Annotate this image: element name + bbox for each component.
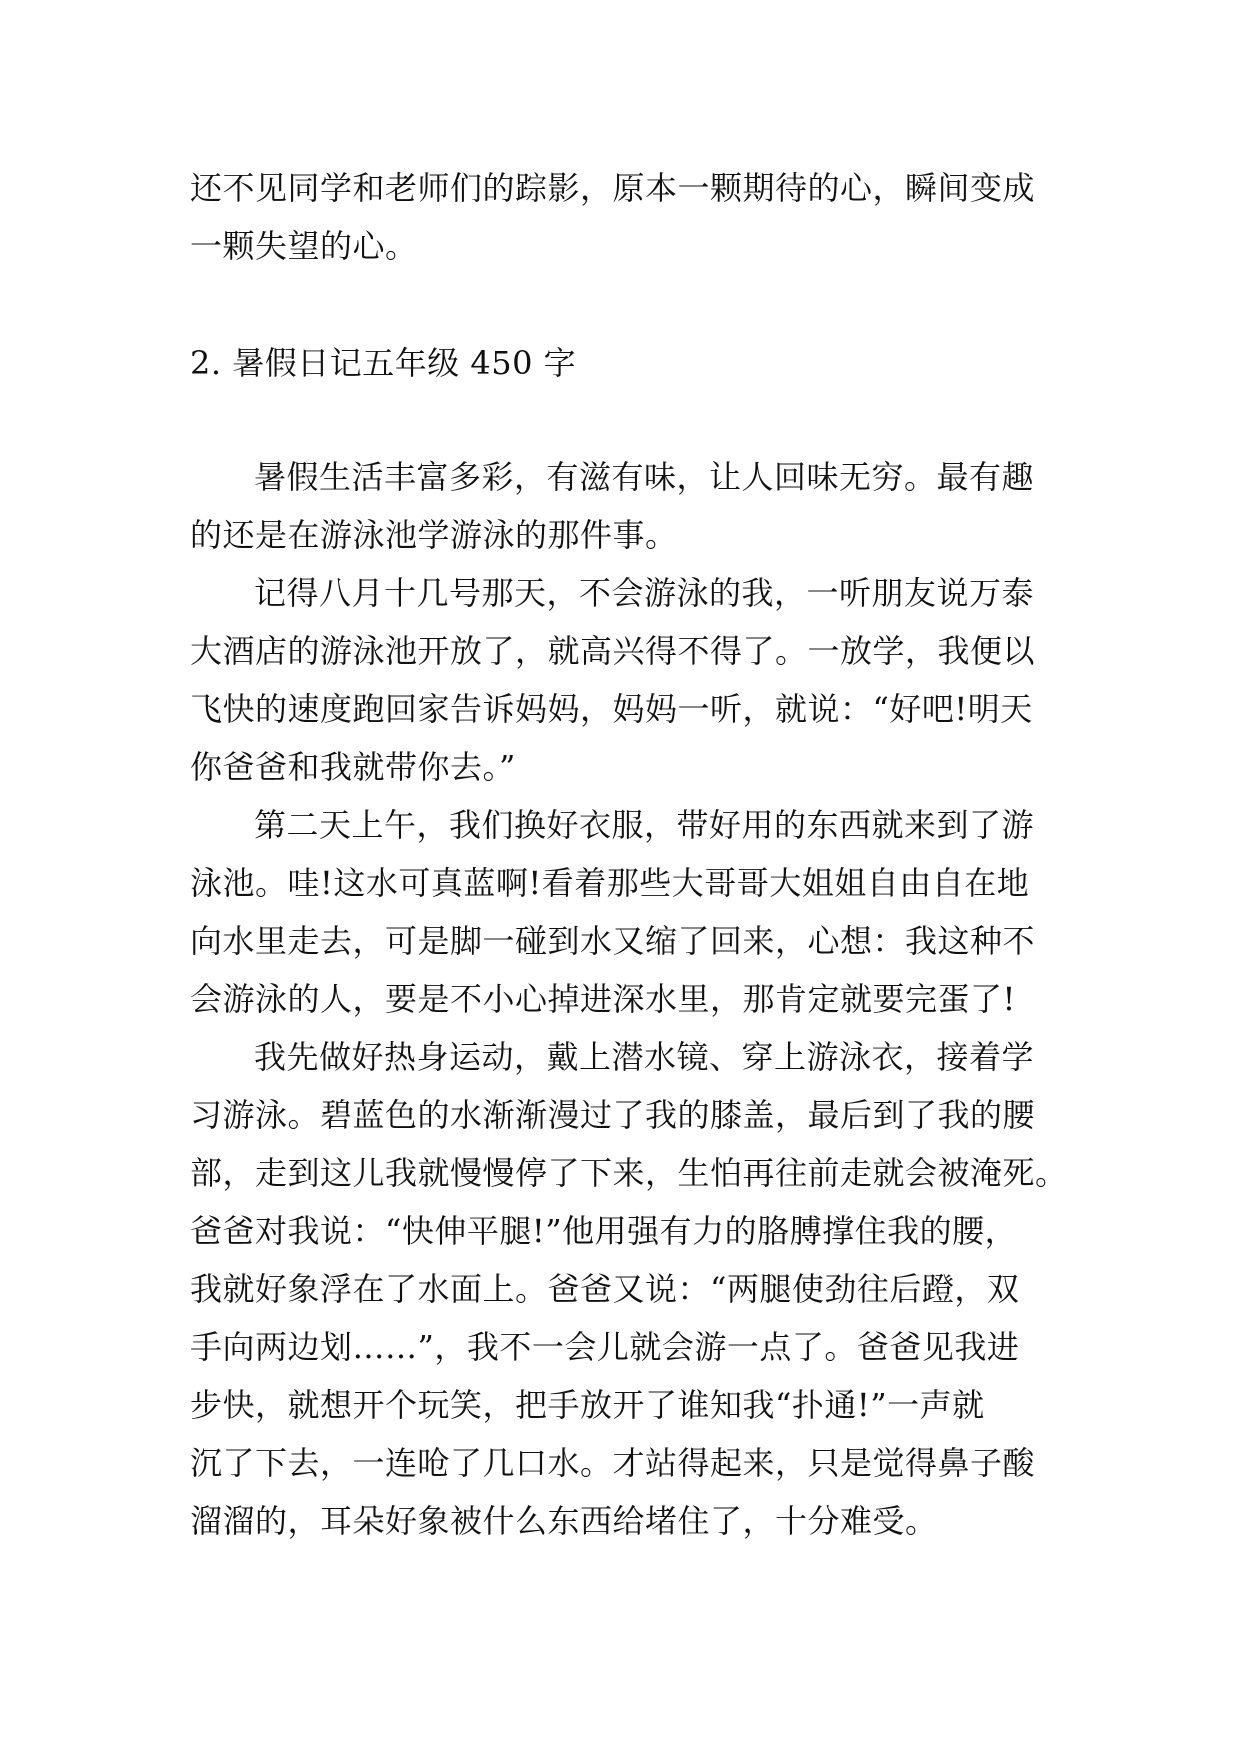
text-line: 步快，就想开个玩笑，把手放开了谁知我“扑通!”一声就 xyxy=(190,1386,985,1424)
text-line: 习游泳。碧蓝色的水渐渐漫过了我的膝盖，最后到了我的腰 xyxy=(190,1096,1036,1134)
text-line: 大酒店的游泳池开放了，就高兴得不得了。一放学，我便以 xyxy=(190,632,1036,670)
text-line: 手向两边划……”，我不一会儿就会游一点了。爸爸见我进 xyxy=(190,1328,1020,1366)
text-line: 爸爸对我说：“快伸平腿!”他用强有力的胳膊撑住我的腰， xyxy=(190,1212,1018,1250)
text-line: 我就好象浮在了水面上。爸爸又说：“两腿使劲往后蹬，双 xyxy=(190,1270,1020,1308)
section-heading xyxy=(190,334,1060,392)
text-line: 部，走到这儿我就慢慢停了下来，生怕再往前走就会被淹死。 xyxy=(190,1154,1068,1192)
text-line: 向水里走去，可是脚一碰到水又缩了回来，心想：我这种不 xyxy=(190,922,1036,960)
text-line: 一颗失望的心。 xyxy=(190,227,418,265)
text-line: 会游泳的人，要是不小心掉进深水里，那肯定就要完蛋了! xyxy=(190,980,1016,1018)
text-line: 第二天上午，我们换好衣服，带好用的东西就来到了游 xyxy=(254,806,1035,844)
diary-body xyxy=(190,448,1068,1550)
text-line: 泳池。哇!这水可真蓝啊!看着那些大哥哥大姐姐自由自在地 xyxy=(190,864,1030,902)
text-line: 溜溜的，耳朵好象被什么东西给堵住了，十分难受。 xyxy=(190,1502,938,1540)
text-line: 沉了下去，一连呛了几口水。才站得起来，只是觉得鼻子酸 xyxy=(190,1444,1036,1482)
text-line: 你爸爸和我就带你去。” xyxy=(190,748,516,786)
text-line: 暑假生活丰富多彩，有滋有味，让人回味无穷。最有趣 xyxy=(254,458,1035,496)
text-line: 我先做好热身运动，戴上潜水镜、穿上游泳衣，接着学 xyxy=(254,1038,1035,1076)
text-line: 的还是在游泳池学游泳的那件事。 xyxy=(190,516,678,554)
intro-paragraph xyxy=(190,159,1060,275)
text-line: 记得八月十几号那天，不会游泳的我，一听朋友说万泰 xyxy=(254,574,1035,612)
section-heading-text: 2. 暑假日记五年级 450 字 xyxy=(190,344,577,382)
text-line: 还不见同学和老师们的踪影，原本一颗期待的心，瞬间变成 xyxy=(190,169,1036,207)
text-line: 飞快的速度跑回家告诉妈妈，妈妈一听，就说：“好吧!明天 xyxy=(190,690,1033,728)
